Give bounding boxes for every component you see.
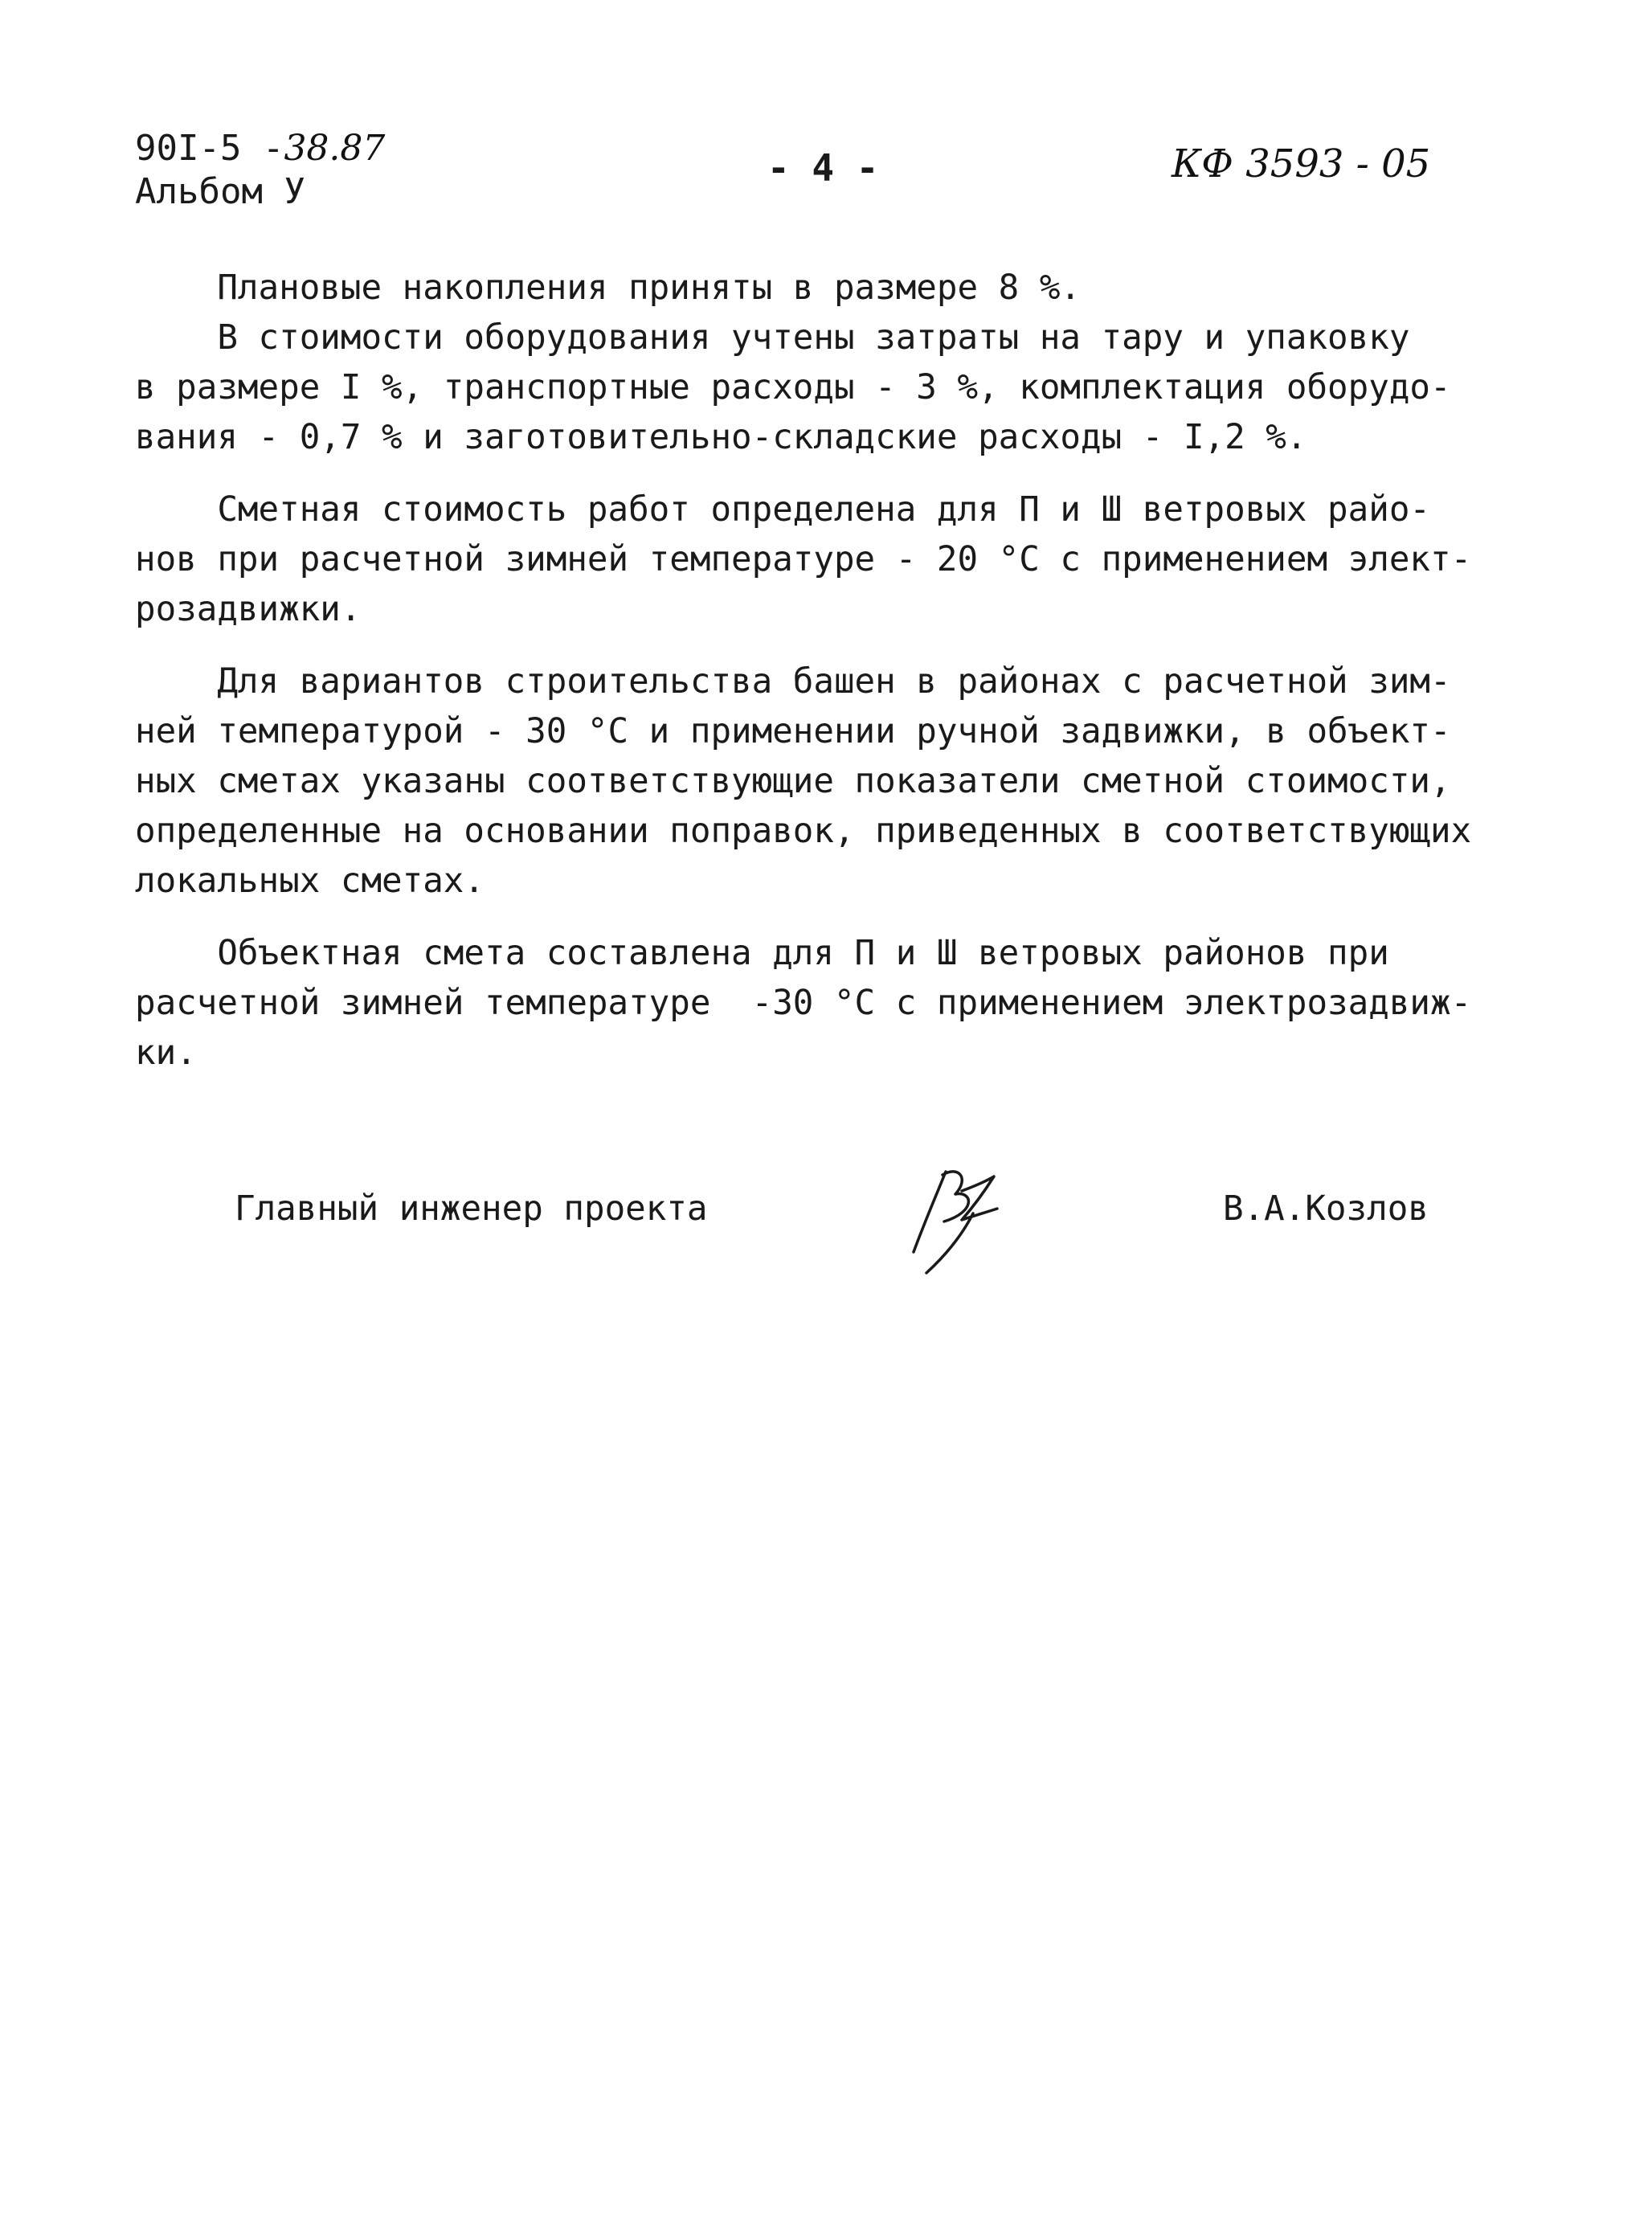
text-line: ней температурой - 30 °С и применении ручной задвижки, в объект- [135,712,1451,751]
text-line: розадвижки. [135,590,362,629]
signature-block [0,1189,1652,1286]
album-label: Альбом У [135,171,305,212]
document-code-handwritten: КФ 3593 - 05 [1172,141,1431,186]
text-line: Сметная стоимость работ определена для П и Ш ветровых райо- [135,490,1430,530]
paragraph-gap [135,463,1549,485]
body-text [135,264,1549,1078]
handwritten-signature [896,1156,1016,1279]
text-line: определенные на основании поправок, приведенных в соответствующих [135,812,1472,851]
text-line: ных сметах указаны соответствующие показатели сметной стоимости, [135,762,1451,801]
text-line: Плановые накопления приняты в размере 8 %. [135,268,1082,308]
project-code-handwritten-number: 38.87 [284,128,386,169]
text-line: расчетной зимней температуре -30 °С с применением электрозадвиж- [135,984,1472,1023]
text-line: вания - 0,7 % и заготовительно-складские расходы - I,2 %. [135,418,1307,457]
text-line: В стоимости оборудования учтены затраты на тару и упаковку [135,318,1410,358]
signatory-name: В.А.Козлов [1223,1189,1429,1229]
text-line: Для вариантов строительства башен в районах с расчетной зим- [135,662,1451,702]
document-header [135,127,385,214]
text-line: ки. [135,1033,197,1073]
signatory-title: Главный инженер проекта [235,1189,708,1229]
text-line: нов при расчетной зимней температуре - 20 °С с применением элект- [135,540,1472,579]
page-number: - 4 - [767,146,879,190]
project-code [135,127,385,170]
project-code-prefix: 90I-5 - [135,128,284,169]
text-line: Объектная смета составлена для П и Ш ветровых районов при [135,934,1389,973]
text-line: локальных сметах. [135,861,485,901]
paragraph-gap [135,635,1549,657]
text-line: в размере I %, транспортные расходы - 3 %, комплектация оборудо- [135,368,1451,407]
paragraph-gap [135,906,1549,929]
